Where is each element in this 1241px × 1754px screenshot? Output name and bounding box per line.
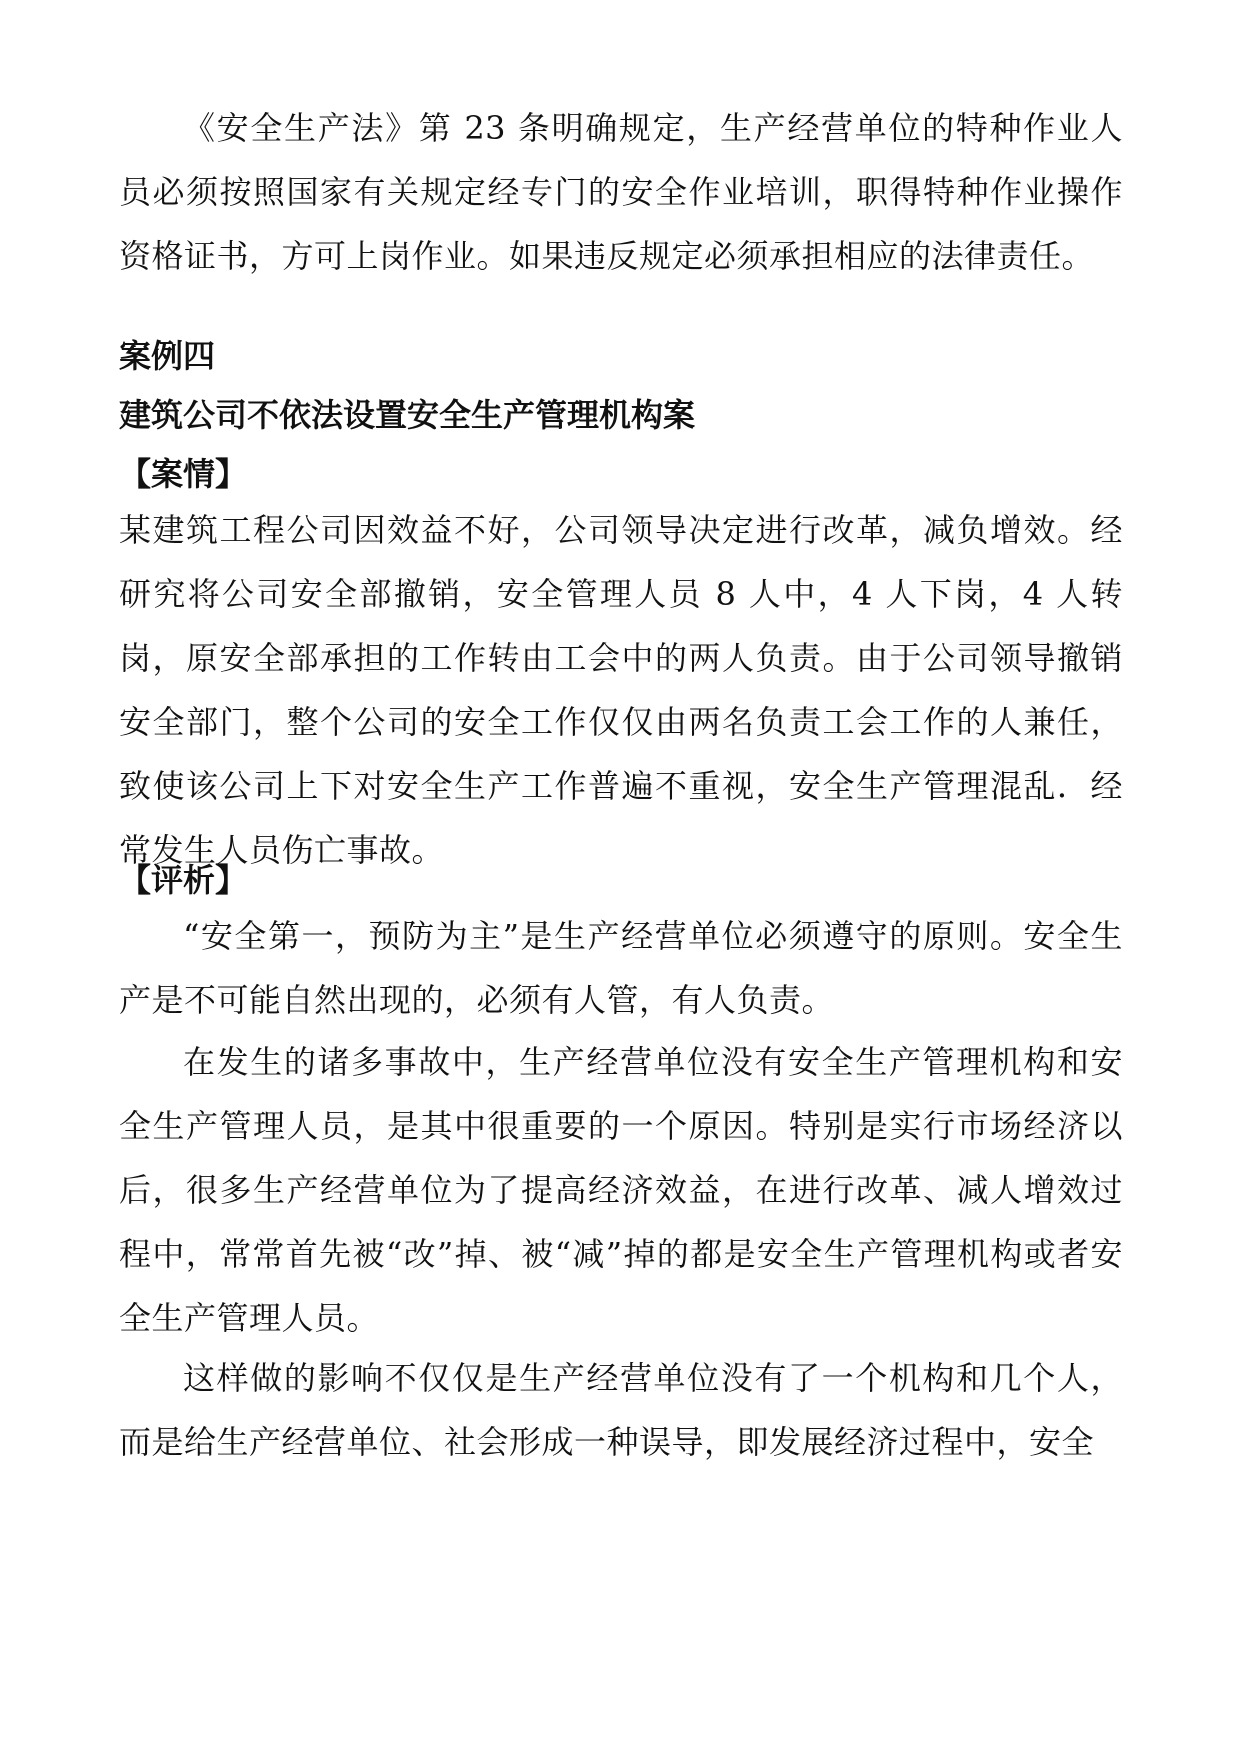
intro-paragraph: 《安全生产法》第 23 条明确规定，生产经营单位的特种作业人员必须按照国家有关规定经专门的安全作业培训，职得特种作业操作资格证书，方可上岗作业。如果违反规定必须承担相应的法律责任。	[119, 109, 1123, 275]
analysis-paragraph-1: “安全第一，预防为主”是生产经营单位必须遵守的原则。安全生产是不可能自然出现的，必须有人管，有人负责。	[119, 917, 1123, 1019]
analysis-heading: 【评析】	[119, 861, 248, 899]
case-label: 案例四	[119, 337, 216, 375]
analysis-paragraph-2: 在发生的诸多事故中，生产经营单位没有安全生产管理机构和安全生产管理人员，是其中很重要的一个原因。特别是实行市场经济以后，很多生产经营单位为了提高经济效益，在进行改革、减人增效过程中，常常首先被“改”掉、被“减”掉的都是安全生产管理机构或者安全生产管理人员。	[119, 1043, 1123, 1337]
analysis-paragraph-3: 这样做的影响不仅仅是生产经营单位没有了一个机构和几个人，而是给生产经营单位、社会形成一种误导，即发展经济过程中，安全	[119, 1359, 1123, 1461]
case-title: 建筑公司不依法设置安全生产管理机构案	[119, 396, 696, 434]
facts-heading: 【案情】	[119, 455, 248, 493]
facts-paragraph: 某建筑工程公司因效益不好，公司领导决定进行改革，减负增效。经研究将公司安全部撤销，安全管理人员 8 人中，4 人下岗，4 人转岗，原安全部承担的工作转由工会中的两人负责。由于公司领导撤销安全部门，整个公司的安全工作仅仅由两名负责工会工作的人兼任，致使该公司上下对安全生产工作普遍不重视，安全生产管理混乱．经常发生人员伤亡事故。	[119, 511, 1123, 869]
